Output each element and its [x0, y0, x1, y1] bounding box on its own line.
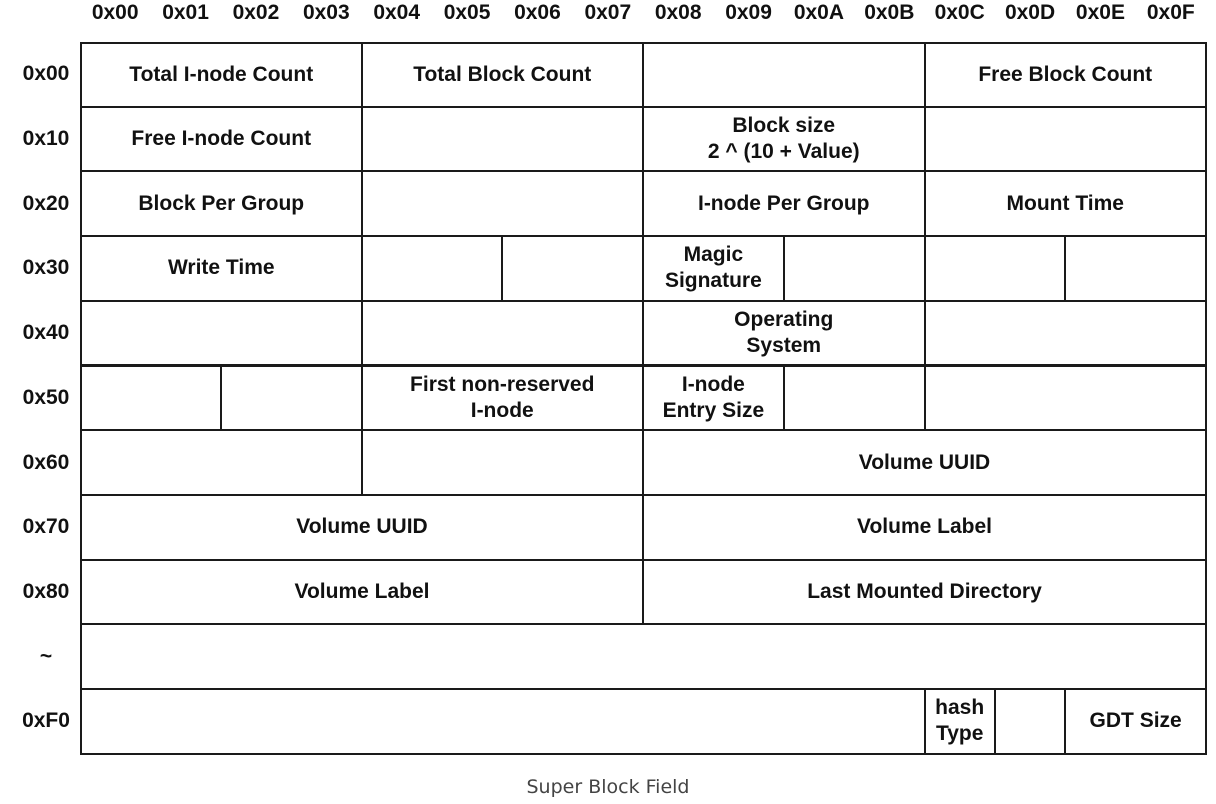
field-mount-time: Mount Time	[924, 170, 1208, 237]
field-volume-label: Volume Label	[642, 494, 1207, 561]
row-header: 0x30	[22, 256, 70, 280]
field-last-mounted-directory: Last Mounted Directory	[642, 559, 1207, 626]
column-header: 0x08	[654, 1, 702, 24]
field-reserved	[361, 300, 645, 367]
field-reserved	[80, 623, 1207, 690]
field-reserved	[924, 300, 1208, 367]
row-header: ~	[39, 644, 53, 668]
field-total-block-count: Total Block Count	[361, 42, 645, 108]
column-header: 0x0D	[1004, 1, 1056, 24]
field-reserved	[220, 365, 363, 432]
field-free-i-node-count: Free I-node Count	[80, 106, 363, 173]
row-header: 0xF0	[22, 709, 70, 733]
field-reserved	[642, 42, 926, 108]
field-block-size-2-10-value: Block size 2 ^ (10 + Value)	[642, 106, 926, 173]
field-reserved	[783, 365, 926, 432]
figure-caption: Super Block Field	[526, 776, 690, 798]
field-reserved	[924, 235, 1067, 302]
field-reserved	[1064, 235, 1207, 302]
row-header: 0x10	[22, 127, 70, 151]
column-header: 0x09	[725, 1, 772, 24]
field-i-node-per-group: I-node Per Group	[642, 170, 926, 237]
field-reserved	[80, 365, 222, 432]
field-reserved	[501, 235, 644, 302]
column-header: 0x01	[162, 1, 209, 24]
row-header: 0x40	[22, 321, 70, 345]
field-total-i-node-count: Total I-node Count	[80, 42, 363, 108]
field-volume-label: Volume Label	[80, 559, 644, 626]
column-header: 0x0E	[1075, 1, 1125, 24]
field-volume-uuid: Volume UUID	[80, 494, 644, 561]
field-first-non-reserved-i-node: First non-reserved I-node	[361, 365, 645, 432]
column-header: 0x04	[373, 1, 421, 24]
field-reserved	[361, 106, 645, 173]
column-header: 0x03	[302, 1, 350, 24]
field-volume-uuid: Volume UUID	[642, 429, 1207, 496]
field-gdt-size: GDT Size	[1064, 688, 1207, 755]
field-i-node-entry-size: I-node Entry Size	[642, 365, 785, 432]
column-header: 0x0F	[1146, 1, 1195, 24]
field-hash-type: hash Type	[924, 688, 996, 755]
row-header: 0x50	[22, 385, 70, 409]
row-header: 0x70	[22, 515, 70, 539]
field-reserved	[924, 365, 1208, 432]
column-header: 0x0A	[793, 1, 845, 24]
field-reserved	[80, 429, 363, 496]
field-reserved	[80, 300, 363, 367]
column-header: 0x0C	[934, 1, 985, 24]
field-block-per-group: Block Per Group	[80, 170, 363, 237]
column-header: 0x05	[443, 1, 491, 24]
field-operating-system: Operating System	[642, 300, 926, 367]
field-reserved	[994, 688, 1066, 755]
field-reserved	[361, 429, 645, 496]
row-header: 0x80	[22, 579, 70, 603]
row-header: 0x00	[22, 62, 70, 86]
field-reserved	[361, 170, 645, 237]
column-header: 0x06	[514, 1, 561, 24]
column-header: 0x00	[91, 1, 139, 24]
super-block-grid	[80, 42, 1206, 753]
column-header: 0x0B	[864, 1, 915, 24]
field-write-time: Write Time	[80, 235, 363, 302]
field-magic-signature: Magic Signature	[642, 235, 785, 302]
field-reserved	[361, 235, 504, 302]
field-reserved	[924, 106, 1208, 173]
row-header: 0x60	[22, 450, 70, 474]
column-header: 0x07	[584, 1, 632, 24]
field-free-block-count: Free Block Count	[924, 42, 1208, 108]
field-reserved	[783, 235, 926, 302]
column-header: 0x02	[232, 1, 280, 24]
field-reserved	[80, 688, 926, 755]
row-header: 0x20	[22, 191, 70, 215]
